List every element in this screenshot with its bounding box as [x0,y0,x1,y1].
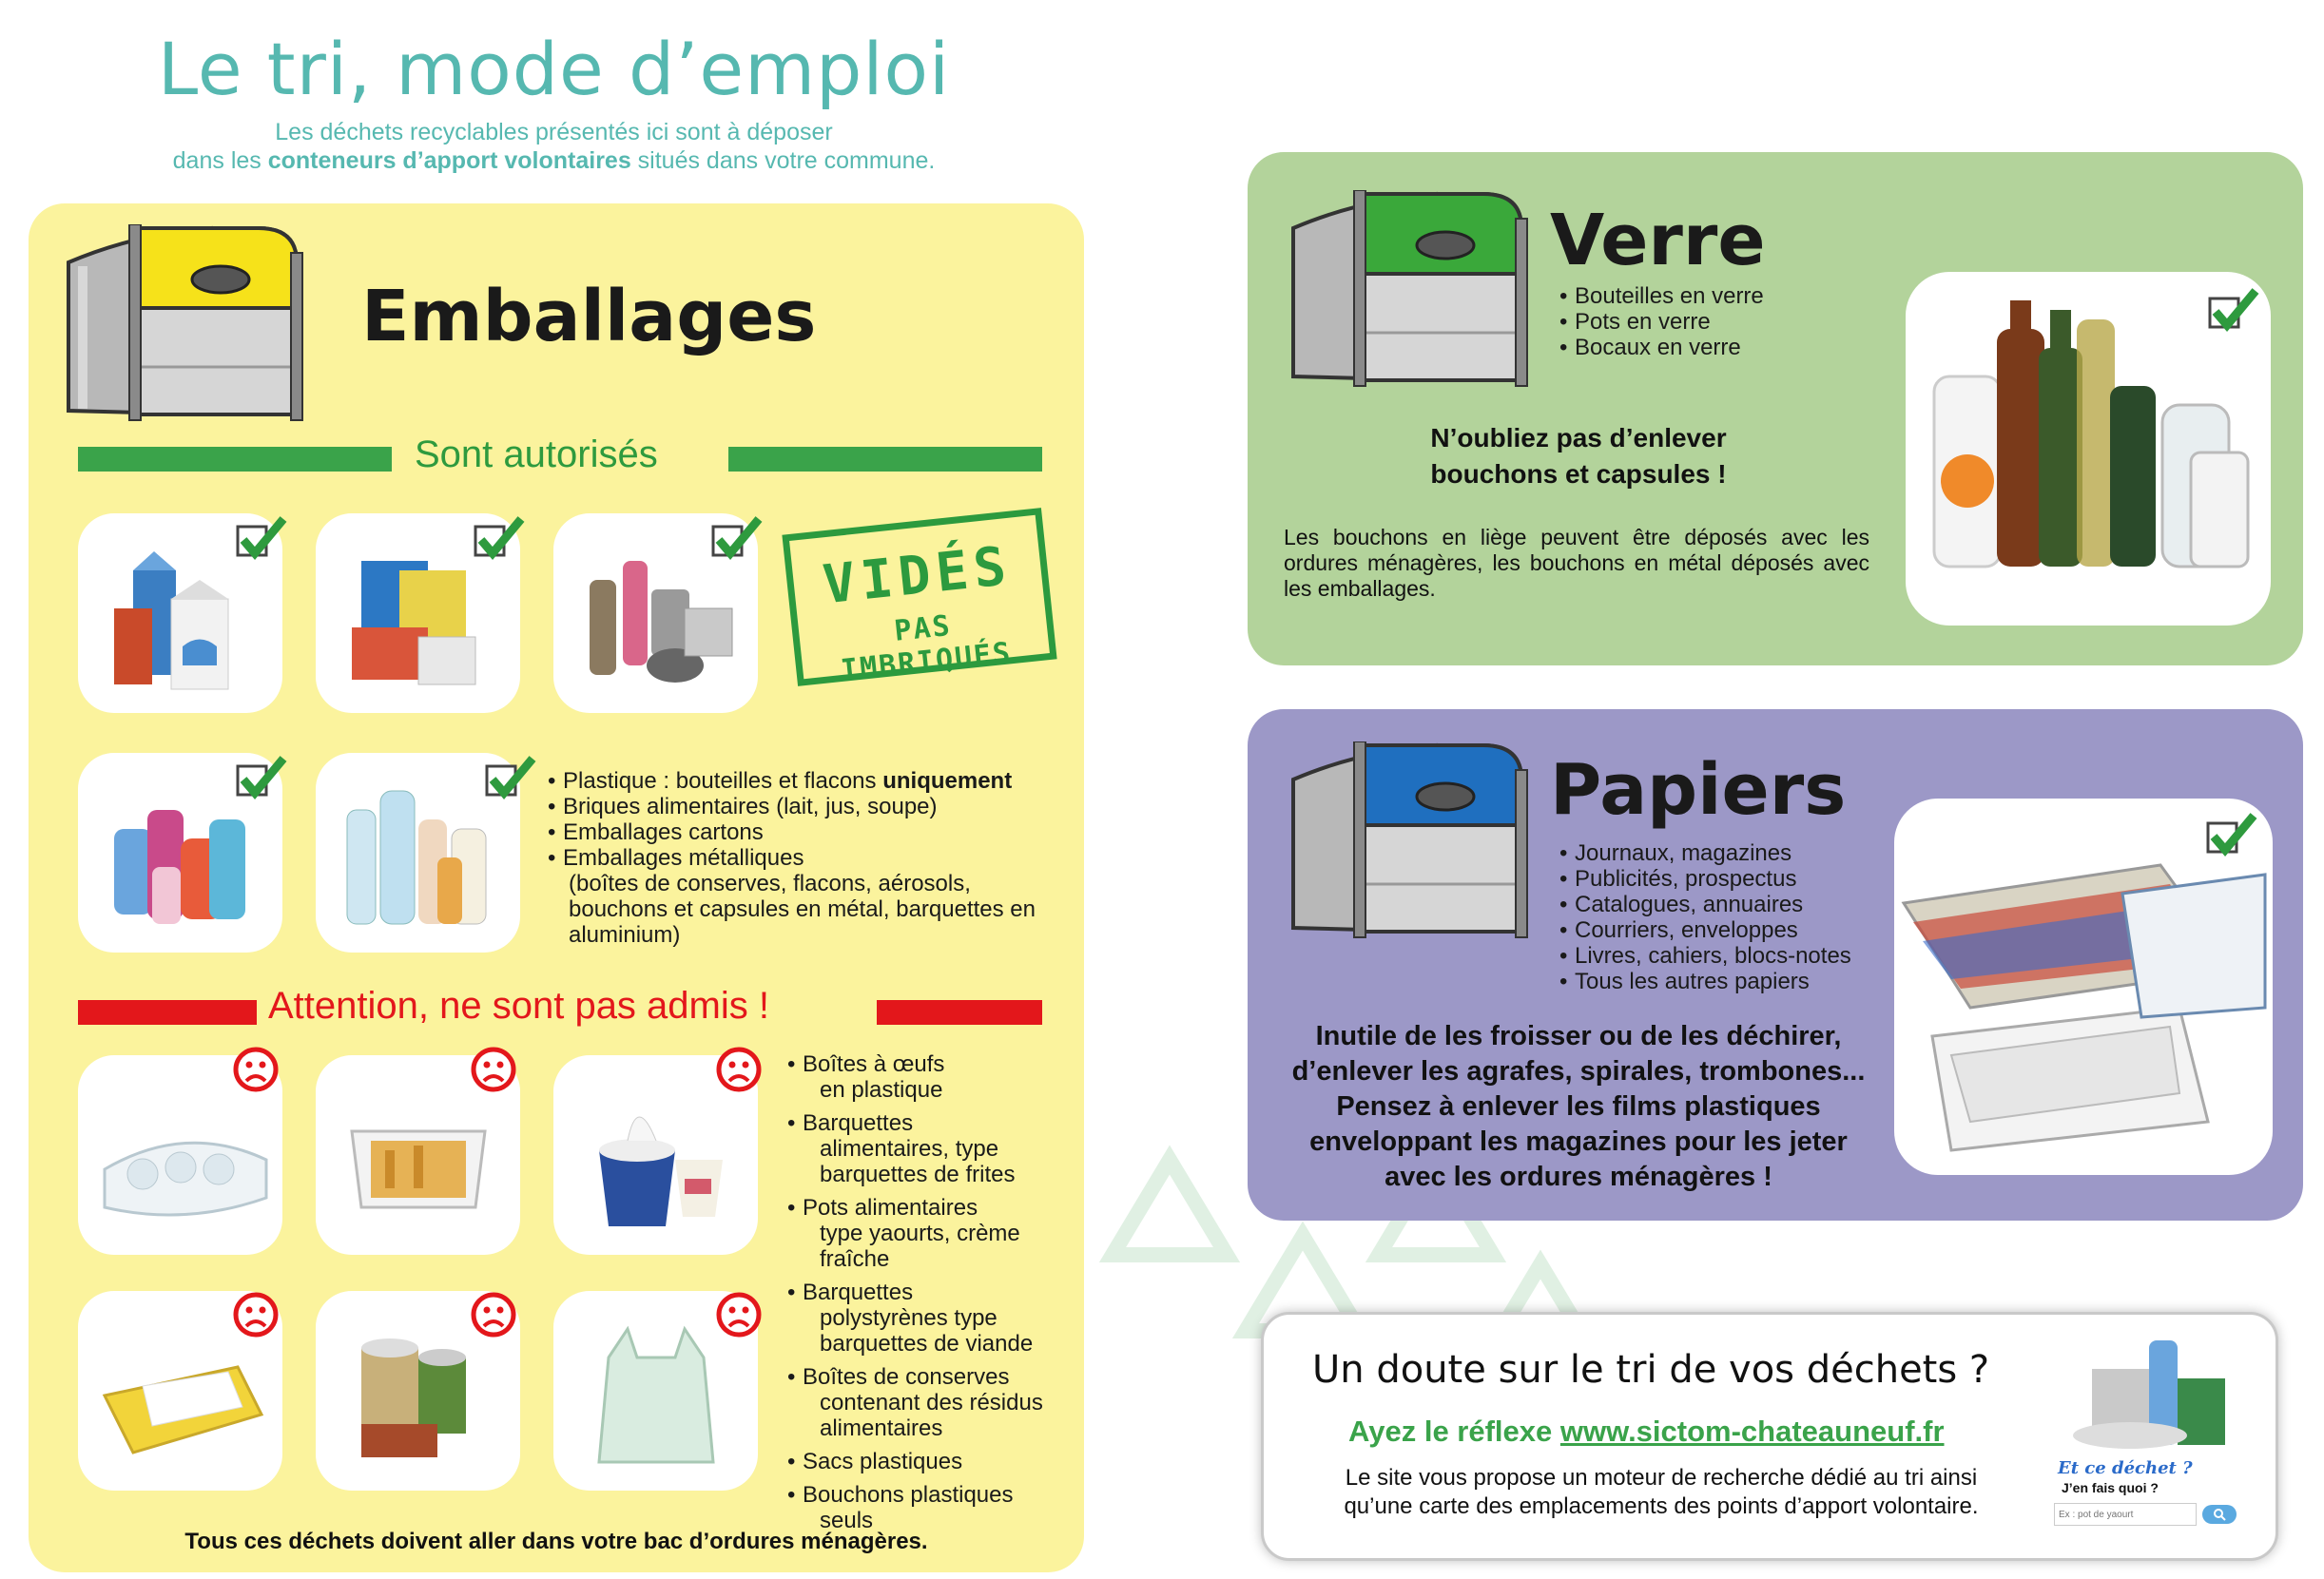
milk-cartons-image [95,542,266,694]
papiers-title: Papiers [1550,749,1847,831]
allowed-note: (boîtes de conserves, flacons, aérosols, bouchons et capsules en métal, barquettes en aluminium) [569,871,1036,948]
egg-box-image [95,1084,276,1236]
check-icon [2206,285,2259,335]
papiers-list [1559,840,1902,994]
doubt-reflex [1348,1415,1945,1449]
check-icon [483,753,536,802]
forbidden-item: • Sacs plastiques [787,1449,1073,1474]
allowed-item-text: Briques alimentaires (lait, jus, soupe) [563,794,938,819]
subtitle-line1: Les déchets recyclables présentés ici sont à déposer [275,119,833,145]
plastic-bottles-image [95,781,266,934]
allowed-label: Sont autorisés [415,433,658,475]
thumb-caption2: J’en fais quoi ? [2062,1480,2159,1495]
doubt-title: Un doute sur le tri de vos déchets ? [1312,1348,1990,1392]
plastic-water-bottles-image [333,781,504,934]
search-icon [2213,1508,2226,1521]
verre-reminder [1331,420,1826,492]
forbidden-item-cont: seuls [820,1508,874,1533]
verre-paragraph: Les bouchons en liège peuvent être déposés avec les ordures ménagères, les bouchons en métal déposés avec les emballages. [1284,525,1869,601]
sad-face-icon [715,1046,763,1093]
allowed-item-text: Plastique : bouteilles et flacons [563,768,883,794]
subtitle-line2 [0,146,1108,175]
allowed-bar-left [78,447,392,472]
forbidden-item: • Pots alimentaires [787,1195,1073,1221]
papiers-item: • Livres, cahiers, blocs-notes [1559,943,1902,969]
forbidden-item-cont: alimentaires [820,1415,943,1441]
verre-item: • Bouteilles en verre [1559,283,1864,309]
thumb-caption1: Et ce déchet ? [2058,1458,2193,1478]
sad-face-icon [232,1291,280,1338]
bottom-note: Tous ces déchets doivent aller dans votre bac d’ordures ménagères. [184,1529,928,1554]
check-icon [2204,810,2257,859]
forbidden-item-cont: alimentaires, type [820,1136,999,1162]
allowed-item [548,819,1061,845]
allowed-item-bold: uniquement [882,768,1013,794]
thumb-search-input[interactable] [2054,1503,2197,1526]
page-title: Le tri, mode d’emploi [157,27,951,111]
doubt-text-line2: qu’une carte des emplacements des points d’apport volontaire. [1344,1493,1979,1519]
stamp-line1: VIDÉS [820,534,1015,617]
blue-bin-icon [1284,741,1531,941]
verre-item: • Bocaux en verre [1559,335,1864,360]
papiers-item: • Tous les autres papiers [1559,969,1902,994]
emballages-title: Emballages [361,276,817,357]
forbidden-bar-left [78,1000,257,1025]
sad-face-icon [470,1046,517,1093]
forbidden-item: • Barquettes [787,1280,1073,1305]
forbidden-item: • Boîtes à œufs [787,1051,1073,1077]
papiers-advice-line: avec les ordures ménagères ! [1385,1162,1772,1192]
thumb-search-button[interactable] [2202,1505,2237,1524]
yellow-bin-icon [59,224,306,424]
doubt-text-line1: Le site vous propose un moteur de recherche dédié au tri ainsi [1345,1465,1978,1491]
forbidden-item-cont: type yaourts, crème [820,1221,1020,1246]
plastic-bag-image [571,1319,742,1472]
forbidden-item: • Boîtes de conserves [787,1364,1073,1390]
subtitle-bold: conteneurs d’apport volontaires [267,147,631,174]
forbidden-bar-right [877,1000,1042,1025]
subtitle-post: situés dans votre commune. [630,147,936,174]
trash-pile-image [2054,1331,2254,1454]
green-bin-icon [1284,190,1531,390]
open-cans-image [333,1319,504,1472]
check-icon [472,513,525,563]
doubt-text [1286,1464,2037,1521]
forbidden-item-cont: contenant des résidus [820,1390,1043,1415]
forbidden-item-cont: fraîche [820,1246,890,1272]
forbidden-item-cont: en plastique [820,1077,943,1103]
cardboard-boxes-image [333,542,504,694]
check-icon [234,513,287,563]
forbidden-label: Attention, ne sont pas admis ! [268,985,769,1027]
papiers-item: • Journaux, magazines [1559,840,1902,866]
papiers-item: • Courriers, enveloppes [1559,917,1902,943]
yogurt-pots-image [571,1084,742,1236]
check-icon [234,753,287,802]
forbidden-item: • Barquettes [787,1110,1073,1136]
website-thumbnail [2054,1331,2254,1542]
website-link[interactable]: www.sictom-chateauneuf.fr [1559,1415,1945,1448]
verre-reminder-line2: bouchons et capsules ! [1430,459,1727,489]
verre-reminder-line1: N’oubliez pas d’enlever [1430,423,1727,453]
forbidden-list [787,1051,1073,1533]
allowed-item [548,768,1061,794]
allowed-item-text: Emballages cartons [563,819,764,845]
forbidden-item: • Bouchons plastiques [787,1482,1073,1508]
forbidden-item-cont: barquettes de viande [820,1331,1034,1357]
verre-list [1559,283,1864,360]
metal-cans-image [571,542,742,694]
subtitle-pre: dans les [172,147,268,174]
verre-title: Verre [1550,200,1766,281]
check-icon [709,513,763,563]
allowed-item-text: Emballages métalliques [563,845,804,871]
papiers-item: • Publicités, prospectus [1559,866,1902,892]
allowed-item [548,794,1061,819]
forbidden-item-cont: polystyrènes type [820,1305,997,1331]
fries-tray-image [333,1084,504,1236]
page-subtitle [0,118,1108,175]
sad-face-icon [232,1046,280,1093]
sad-face-icon [715,1291,763,1338]
papiers-advice-line: Pensez à enlever les films plastiques [1336,1091,1821,1122]
stamp-line2: PAS IMBRIQUÉS [839,608,1014,687]
papiers-advice-line: Inutile de les froisser ou de les déchirer, [1315,1021,1842,1051]
allowed-item [548,845,1061,871]
papiers-advice [1274,1019,1883,1195]
papiers-advice-line: enveloppant les magazines pour les jeter [1309,1126,1848,1157]
verre-item: • Pots en verre [1559,309,1864,335]
doubt-reflex-text: Ayez le réflexe [1348,1415,1560,1448]
forbidden-item-cont: barquettes de frites [820,1162,1016,1187]
papiers-advice-line: d’enlever les agrafes, spirales, trombones... [1291,1056,1866,1087]
papiers-item: • Catalogues, annuaires [1559,892,1902,917]
allowed-bar-right [728,447,1042,472]
allowed-list [548,768,1061,948]
stamp-vides [782,508,1056,686]
polystyrene-tray-image [95,1319,266,1472]
sad-face-icon [470,1291,517,1338]
